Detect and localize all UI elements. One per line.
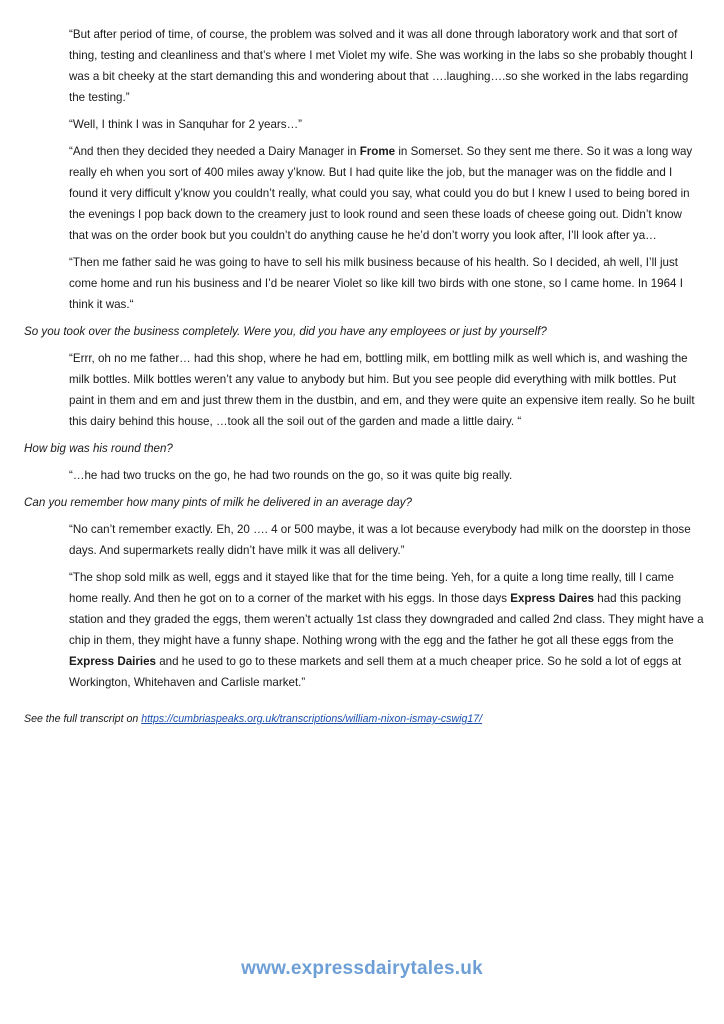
text-segment: “But after period of time, of course, the problem was solved and it was all done through laboratory work and that sort of thing, testing and cleanliness and that’s where I met Violet my wife. She was working in the labs so she probably thought I was a bit cheeky at the start demanding this and wondering about that ….laughing….so she worked in the labs regarding the testing.” <box>69 28 694 104</box>
text-segment: “Errr, oh no me father… had this shop, where he had em, bottling milk, em bottling milk as well which is, and washing the milk bottles. Milk bottles weren’t any value to anybody but him. But you see people did everything with milk bottles. Put paint in them and em and just threw them in the dustbin, and em, and they were quite an expensive item really. So he built this dairy behind this house, …took all the soil out of the garden and made a little dairy. “ <box>69 352 695 428</box>
text-segment: How big was his round then? <box>24 442 173 455</box>
interviewee-quote <box>69 24 704 108</box>
interviewer-question <box>24 492 704 513</box>
transcript-link[interactable]: https://cumbriaspeaks.org.uk/transcriptions/william-nixon-ismay-cswig17/ <box>141 713 483 725</box>
footnote-prefix: See the full transcript on <box>24 713 142 725</box>
text-segment: “Well, I think I was in Sanquhar for 2 years…” <box>69 118 303 131</box>
website-footer[interactable]: www.expressdairytales.uk <box>241 958 483 979</box>
interviewee-quote <box>69 141 704 246</box>
transcript-footnote <box>24 711 482 727</box>
text-segment: “Then me father said he was going to have to sell his milk business because of his health. So I decided, ah well, I’ll just come home and run his business and I’d be nearer Violet so like kill two birds with one stone, so I came home. In 1964 I think it was.“ <box>69 256 683 311</box>
bold-term: Frome <box>359 145 396 158</box>
interviewee-quote <box>69 567 704 693</box>
text-segment: “No can’t remember exactly. Eh, 20 …. 4 or 500 maybe, it was a lot because everybody had milk on the doorstep in those days. And supermarkets really didn’t have milk it was all delivery.” <box>69 523 691 557</box>
interviewee-quote <box>69 114 704 135</box>
text-segment: had this packing station and they graded the eggs, them weren’t actually 1st class they downgraded and called 2nd class. They might have a chip in them, they might have a funny shape. Nothing wrong with the egg and the father he got all these eggs from the <box>69 592 704 647</box>
interviewer-question <box>24 438 704 459</box>
transcript-body <box>24 24 704 699</box>
text-segment: “The shop sold milk as well, eggs and it stayed like that for the time being. Yeh, for a quite a long time really, till I came home really. And then he got on to a corner of the market with his eggs. In those days <box>69 571 674 605</box>
interviewee-quote <box>69 465 704 486</box>
bold-term: Express Daires <box>510 592 595 605</box>
interviewer-question <box>24 321 704 342</box>
interviewee-quote <box>69 519 704 561</box>
text-segment: “And then they decided they needed a Dairy Manager in <box>69 145 360 158</box>
text-segment: So you took over the business completely. Were you, did you have any employees or just by yourself? <box>24 325 547 338</box>
interviewee-quote <box>69 252 704 315</box>
interviewee-quote <box>69 348 704 432</box>
text-segment: and he used to go to these markets and sell them at a much cheaper price. So he sold a lot of eggs at Workington, Whitehaven and Carlisle market.” <box>69 655 682 689</box>
text-segment: in Somerset. So they sent me there. So it was a long way really eh when you sort of 400 miles away y’know. But I had quite like the job, but the manager was on the fiddle and I found it very difficult y’know you couldn’t really, what could you say, what could you do but I knew I used to being bored in the evenings I pop back down to the creamery just to look round and seen these loads of cheese going out. Didn’t know that was on the order book but you couldn’t do anything cause he he’d don’t worry you look after, I’ll look after ya… <box>69 145 693 242</box>
text-segment: “…he had two trucks on the go, he had two rounds on the go, so it was quite big really. <box>69 469 513 482</box>
bold-term: Express Dairies <box>69 655 157 668</box>
text-segment: Can you remember how many pints of milk he delivered in an average day? <box>24 496 412 509</box>
